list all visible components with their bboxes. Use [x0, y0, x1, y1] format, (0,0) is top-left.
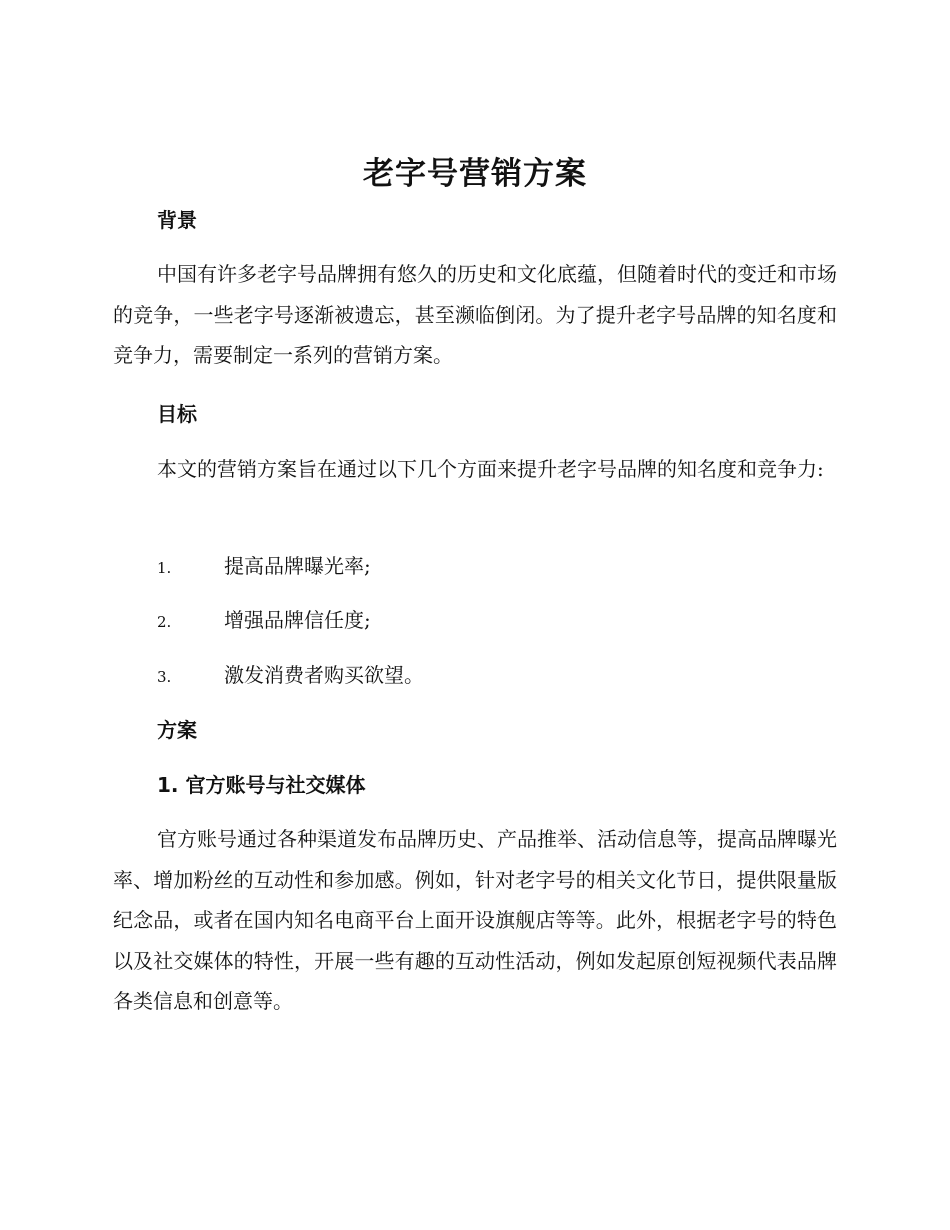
list-item-text: 提高品牌曝光率;	[224, 554, 371, 578]
list-item	[157, 661, 424, 691]
list-item-number: 1.	[157, 559, 172, 577]
list-item-text: 激发消费者购买欲望。	[224, 663, 424, 687]
list-item	[157, 606, 371, 636]
list-item	[157, 552, 371, 582]
section-heading-background: 背景	[157, 208, 197, 232]
background-paragraph: 中国有许多老字号品牌拥有悠久的历史和文化底蕴，但随着时代的变迁和市场的竞争，一些老字号逐渐被遗忘，甚至濒临倒闭。为了提升老字号品牌的知名度和竞争力，需要制定一系列的营销方案。	[113, 262, 837, 367]
list-item-number: 2.	[157, 613, 172, 631]
list-item-number: 3.	[157, 668, 172, 686]
plan-paragraph: 官方账号通过各种渠道发布品牌历史、产品推举、活动信息等，提高品牌曝光率、增加粉丝的互动性和参加感。例如，针对老字号的相关文化节日，提供限量版纪念品，或者在国内知名电商平台上面开设旗舰店等等。此外，根据老字号的特色以及社交媒体的特性，开展一些有趣的互动性活动，例如发起原创短视频代表品牌各类信息和创意等。	[113, 827, 837, 1013]
section-heading-goals: 目标	[157, 402, 197, 426]
goals-paragraph: 本文的营销方案旨在通过以下几个方面来提升老字号品牌的知名度和竞争力:	[157, 457, 824, 481]
subsection-heading-social-media: 1. 官方账号与社交媒体	[157, 773, 366, 797]
document-title: 老字号营销方案	[363, 156, 587, 192]
section-heading-plan: 方案	[157, 718, 197, 742]
list-item-text: 增强品牌信任度;	[224, 608, 371, 632]
